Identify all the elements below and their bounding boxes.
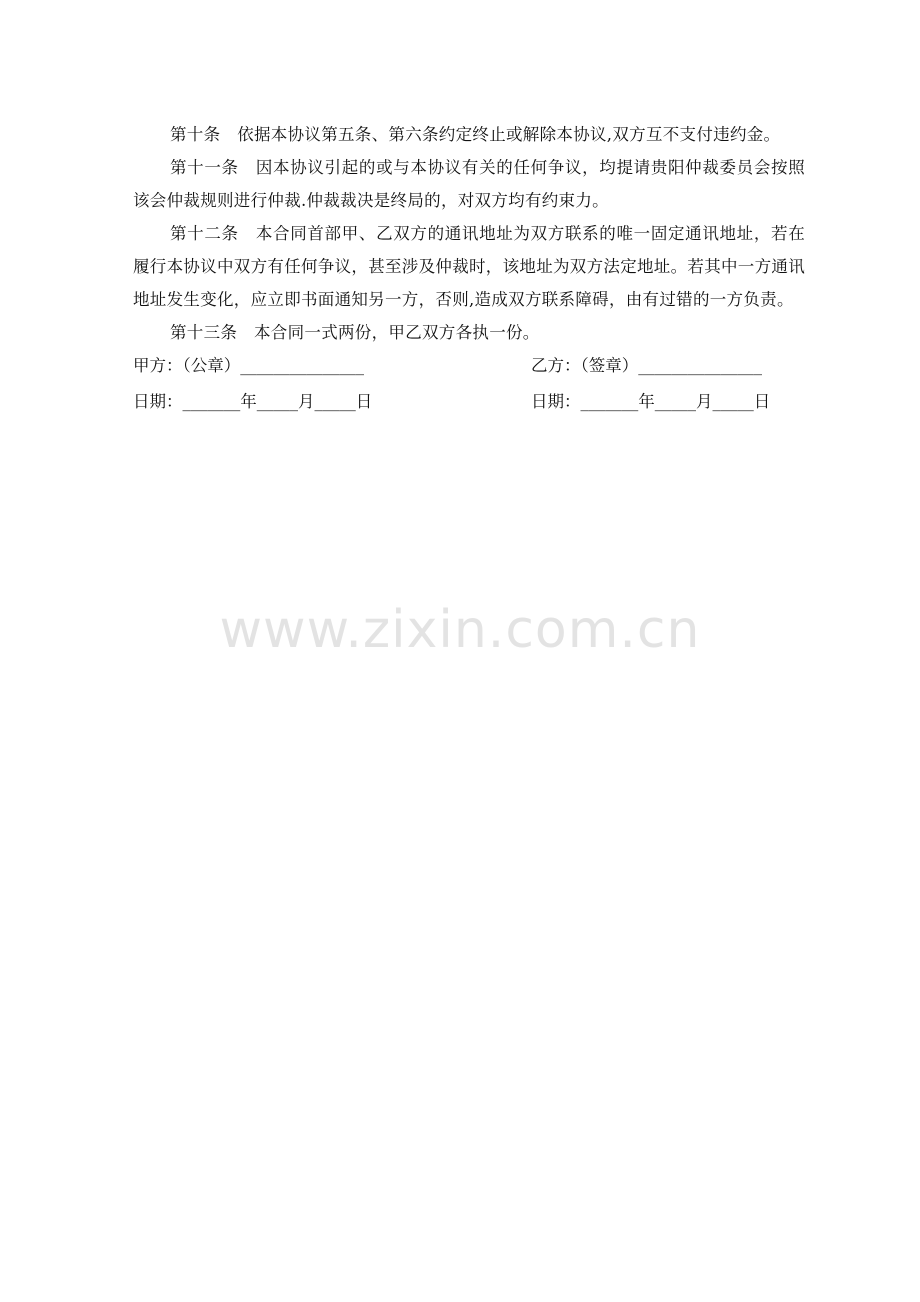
clause-13: 第十三条 本合同一式两份，甲乙双方各执一份。 [170, 323, 540, 342]
signature-row [133, 349, 805, 385]
date-row [133, 385, 805, 421]
clause-11: 第十一条 因本协议引起的或与本协议有关的任何争议，均提请贵阳仲裁委员会按照该会仲裁规则进行仲裁.仲裁裁决是终局的，对双方均有约束力。 [133, 158, 805, 210]
clause-12: 第十二条 本合同首部甲、乙双方的通讯地址为双方联系的唯一固定通讯地址，若在履行本协议中双方有任何争议，甚至涉及仲裁时，该地址为双方法定地址。若其中一方通讯地址发生变化，应立即书面通知另一方，否则,造成双方联系障碍，由有过错的一方负责。 [133, 224, 805, 309]
watermark: www.zixin.com.cn [219, 600, 701, 660]
party-b-seal-line: 乙方：（签章）_______________ [531, 356, 762, 375]
clause-10: 第十条 依据本协议第五条、第六条约定终止或解除本协议,双方互不支付违约金。 [170, 125, 781, 144]
party-a-date-line: 日期：_______年_____月_____日 [133, 392, 373, 411]
document-page [133, 118, 805, 421]
party-b-date-line: 日期：_______年_____月_____日 [531, 392, 771, 411]
party-a-seal-line: 甲方：（公章）_______________ [133, 356, 364, 375]
